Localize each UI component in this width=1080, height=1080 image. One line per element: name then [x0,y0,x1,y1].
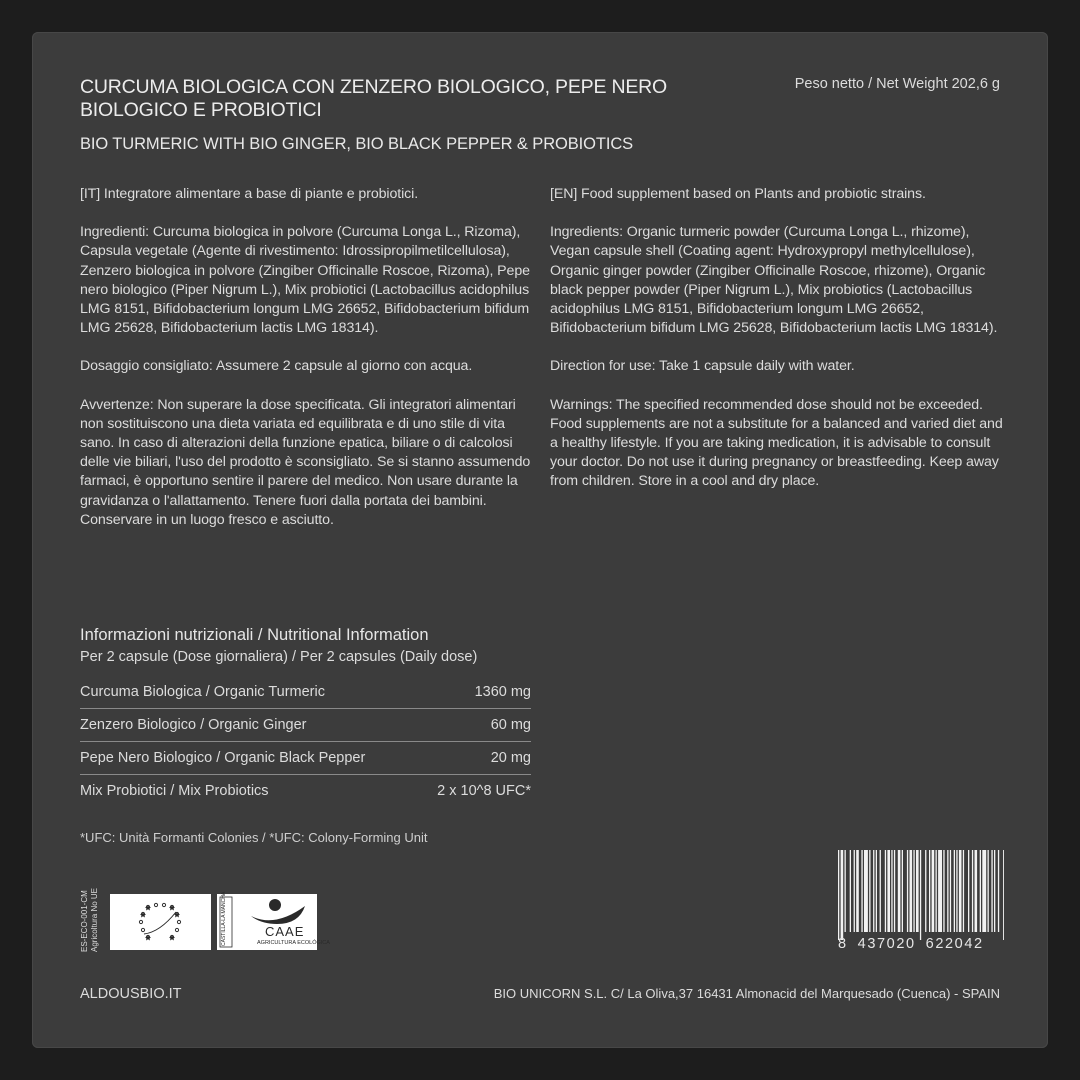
english-column [550,185,1005,492]
barcode-bar [887,850,890,932]
barcode-bar [959,850,962,932]
italian-column [80,185,540,530]
nutrient-value: 2 x 10^8 UFC* [437,783,531,799]
product-title-it: CURCUMA BIOLOGICA CON ZENZERO BIOLOGICO, PEPE NERO BIOLOGICO E PROBIOTICI [80,76,668,121]
barcode-bar [910,850,913,932]
cert-code-line1: ES-ECO-001-CM [80,890,89,952]
barcode-bar [954,850,955,932]
barcode-bar [991,850,992,932]
barcode-bar [956,850,957,932]
eu-leaf-icon [110,894,211,950]
barcode-bar [864,850,868,932]
barcode-bar [854,850,855,932]
barcode-bar [856,850,859,932]
barcode-bar [902,850,903,932]
website-link[interactable]: ALDOUSBIO.IT [80,986,182,1002]
barcode-bar [947,850,948,932]
italian-ingredients: Ingredienti: Curcuma biologica in polvore (Curcuma Longa L., Rizoma), Capsula vegetale (Agente di rivestimento: Idrossipropilmetilcellulosa), Zenzero biologica in polvore (Zingiber Officinalle Roscoe, Rizoma), Pepe nero biologico (Piper Nigrum L.), Mix probiotici (Lactobacillus acidophilus LMG 8151, Bifidobacterium longum LMG 26652, Bifidobacterium bifidum LMG 25628, Bifidobacterium lactis LMG 18314). [80,224,530,337]
barcode-bar [1003,850,1004,940]
barcode-bar [880,850,881,932]
nutrient-name: Curcuma Biologica / Organic Turmeric [80,684,325,700]
caae-name: CAAE [265,924,305,939]
net-weight: Peso netto / Net Weight 202,6 g [794,76,1000,92]
italian-dosage: Dosaggio consigliato: Assumere 2 capsule al giorno con acqua. [80,358,473,375]
english-ingredients: Ingredients: Organic turmeric powder (Curcuma Longa L., rhizome), Vegan capsule shell (Coating agent: Hydroxypropyl methylcellulose), Organic ginger powder (Zingiber Officinalle Roscoe, rhizome), Organic black pepper powder (Piper Nigrum L.), Mix probiotics (Lactobacillus acidophilus LMG 8151, Bifidobacterium longum LMG 26652, Bifidobacterium bifidum LMG 25628, Bifidobacterium lactis LMG 18314). [550,224,998,337]
barcode-bar [968,850,969,932]
barcode-bar [861,850,862,932]
nutrient-name: Zenzero Biologico / Organic Ginger [80,717,307,733]
nutrition-serving: Per 2 capsule (Dose giornaliera) / Per 2 capsules (Daily dose) [80,649,478,665]
barcode-bar [876,850,877,932]
barcode-bar [975,850,978,932]
caae-logo [217,891,330,950]
certification-code [80,887,102,952]
barcode-bar [838,850,839,940]
nutrient-value: 1360 mg [474,684,531,700]
company-address: BIO UNICORN S.L. C/ La Oliva,37 16431 Almonacid del Marquesado (Cuenca) - SPAIN [493,986,1000,1001]
barcode-bar [988,850,989,932]
barcode-bar [845,850,846,932]
english-warnings: Warnings: The specified recommended dose should not be exceeded. Food supplements are not a substitute for a balanced and varied diet and a healthy lifestyle. If you are taking medication, it is advisable to consult your doctor. Do not use it during pregnancy or breastfeeding. Keep away from children. Store in a cool and dry place. [550,396,1003,490]
barcode-bar [916,850,919,932]
barcode-first-digit: 8 [838,936,848,952]
barcode-bar [920,850,921,940]
barcode-bar [925,850,926,932]
barcode-bar [869,850,870,932]
label-panel [32,32,1048,1048]
barcode-bar [885,850,886,932]
english-dosage: Direction for use: Take 1 capsule daily with water. [550,358,855,375]
barcode-bar [907,850,908,932]
product-title-en: BIO TURMERIC WITH BIO GINGER, BIO BLACK PEPPER & PROBIOTICS [80,135,634,153]
caae-subtitle: AGRICULTURA ECOLÓGICA [257,940,330,946]
ufc-footnote: *UFC: Unità Formanti Colonies / *UFC: Colony-Forming Unit [80,830,428,845]
barcode-bar [913,850,914,932]
nutrient-value: 60 mg [490,717,531,733]
barcode-bar [936,850,937,932]
barcode-bar [943,850,944,932]
barcode-bar [894,850,895,932]
italian-intro: [IT] Integratore alimentare a base di piante e probiotici. [80,186,419,202]
nutrition-row [80,676,531,709]
barcode [838,850,1004,958]
nutrition-heading: Informazioni nutrizionali / Nutritional Information [80,626,429,644]
caae-side-text: CASTILLA-LA MANCHA [221,891,227,946]
nutrition-row [80,709,531,742]
nutrient-name: Pepe Nero Biologico / Organic Black Pepper [80,750,366,766]
nutrition-table [80,676,531,807]
english-intro: [EN] Food supplement based on Plants and probiotic strains. [550,186,926,202]
barcode-bar [929,850,930,932]
cert-code-line2: Agricoltura No UE [90,887,99,952]
nutrient-name: Mix Probiotici / Mix Probiotics [80,783,269,799]
barcode-group2: 622042 [925,936,984,952]
barcode-bar [980,850,981,932]
barcode-bar [841,850,844,940]
barcode-bar [972,850,973,932]
barcode-group1: 437020 [857,936,916,952]
barcode-bar [938,850,942,932]
nutrition-row [80,775,531,807]
barcode-bar [932,850,935,932]
barcode-bar [950,850,951,932]
barcode-bar [873,850,874,932]
nutrition-row [80,742,531,775]
italian-warnings: Avvertenze: Non superare la dose specificata. Gli integratori alimentari non sostituiscono una dieta variata ed equilibrata e di uno stile di vita sano. In caso di alterazioni della funzione epatica, biliare o di calcolosi delle vie biliari, l'uso del prodotto è sconsigliato. Se si stanno assumendo farmaci, è opportuno sentire il parere del medico. Non usare durante la gravidanza o l'allattamento. Tenere fuori dalla portata dei bambini. Conservare in un luogo fresco e asciutto. [80,396,531,528]
barcode-bar [898,850,901,932]
barcode-bar [998,850,999,932]
nutrient-value: 20 mg [490,750,531,766]
barcode-bar [982,850,986,932]
barcode-bar [963,850,964,932]
barcode-bar [891,850,892,932]
barcode-bar [850,850,851,932]
barcode-bars [838,850,1004,940]
barcode-bar [994,850,995,932]
eu-organic-logo [110,894,211,950]
